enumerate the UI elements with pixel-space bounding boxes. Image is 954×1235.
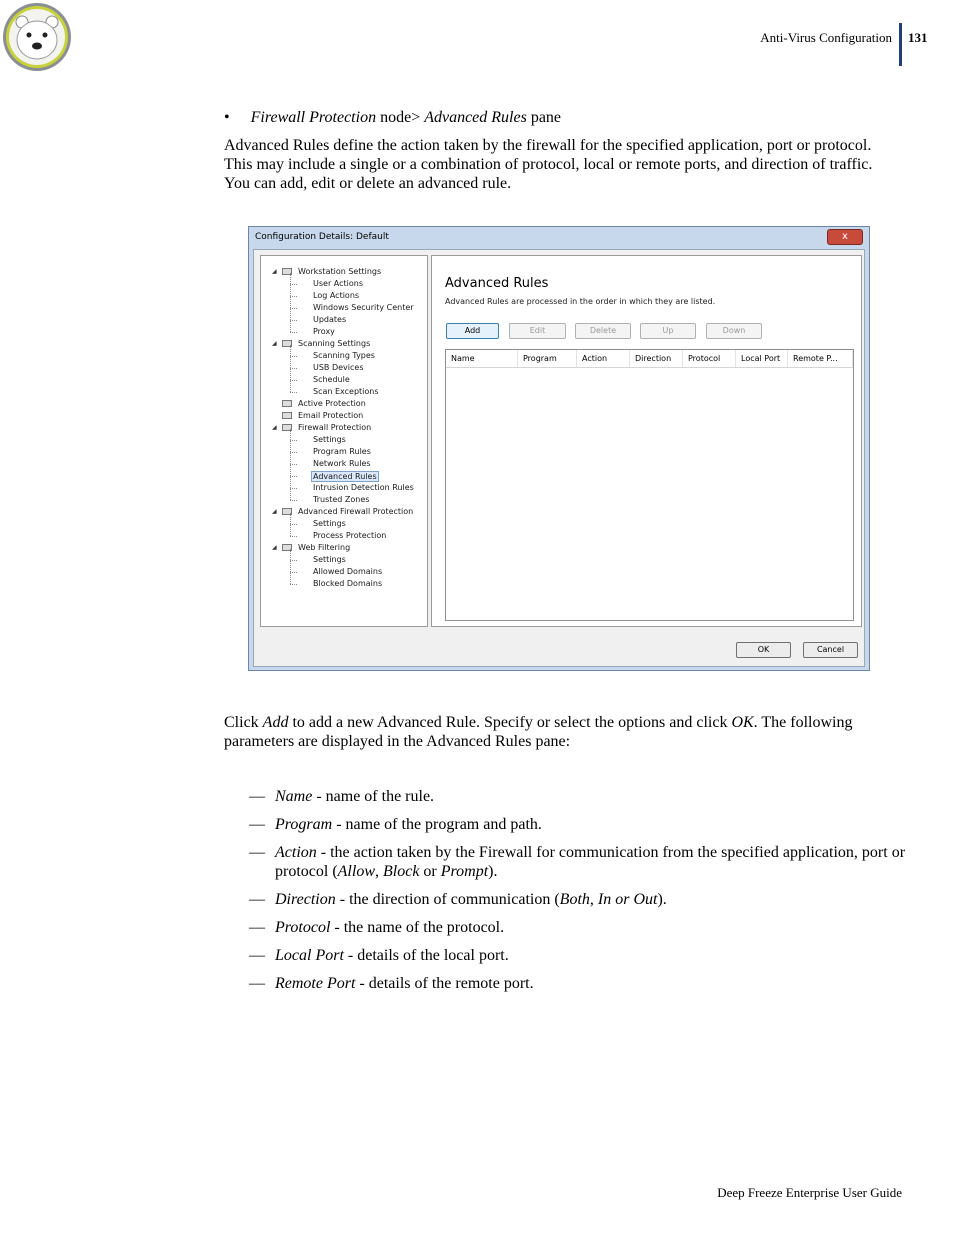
tree-connector <box>290 452 297 453</box>
tree-connector <box>290 572 297 573</box>
parameter-item <box>249 890 909 909</box>
para-term-ok: OK <box>731 714 754 731</box>
parameter-term: Remote Port <box>275 975 356 992</box>
cancel-button[interactable]: Cancel <box>803 642 858 658</box>
tree-item[interactable]: Process Protection <box>313 531 387 540</box>
tree-item[interactable]: Proxy <box>313 327 335 336</box>
click-add-paragraph <box>224 713 904 751</box>
tree-connector <box>290 573 291 584</box>
tree-item[interactable]: Scanning Types <box>313 351 375 360</box>
parameter-desc: - the action taken by the Firewall for communication from the specified application, port or protocol ( <box>275 844 906 880</box>
bullet-term-advanced-rules: Advanced Rules <box>424 109 527 126</box>
tree-connector <box>290 368 297 369</box>
tree-connector <box>290 297 291 308</box>
parameter-item <box>249 815 909 834</box>
tree-item[interactable]: Settings <box>313 555 346 564</box>
tree-connector <box>290 309 291 320</box>
tree-connector <box>290 308 297 309</box>
dash-marker: — <box>249 975 265 992</box>
parameter-desc: - details of the local port. <box>343 947 509 964</box>
tree-item[interactable]: Allowed Domains <box>313 567 383 576</box>
tree-connector <box>290 489 291 500</box>
ok-button[interactable]: OK <box>736 642 791 658</box>
parameter-desc: - the name of the protocol. <box>330 919 505 936</box>
close-button[interactable]: x <box>827 229 863 245</box>
expand-toggle-icon[interactable]: ◢ <box>272 340 277 347</box>
tree-connector <box>290 584 297 585</box>
parameter-list <box>249 787 909 1002</box>
add-button[interactable]: Add <box>446 323 499 339</box>
parameter-term: Action <box>275 844 317 861</box>
dialog-body <box>253 249 865 667</box>
tree-node[interactable]: Scanning Settings <box>298 339 371 348</box>
tree-connector <box>290 525 291 536</box>
tree-connector <box>290 513 291 524</box>
tree-item[interactable]: USB Devices <box>313 363 364 372</box>
parameter-item <box>249 787 909 806</box>
tree-connector <box>290 284 297 285</box>
tree-connector <box>290 392 297 393</box>
column-header[interactable]: Name <box>446 350 518 367</box>
parameter-term: Protocol <box>275 919 331 936</box>
down-button[interactable]: Down <box>706 323 762 339</box>
parameter-desc: - details of the remote port. <box>355 975 534 992</box>
tree-item[interactable]: Settings <box>313 519 346 528</box>
column-header[interactable]: Action <box>577 350 630 367</box>
tree-item[interactable]: User Actions <box>313 279 363 288</box>
tree-item[interactable]: Schedule <box>313 375 350 384</box>
tree-connector <box>290 429 291 440</box>
pane-title: Advanced Rules <box>445 276 549 291</box>
shield-icon <box>282 400 292 407</box>
tree-connector <box>290 380 297 381</box>
dialog-title: Configuration Details: Default <box>255 232 389 242</box>
intro-bullet <box>224 108 561 127</box>
para-term-add: Add <box>262 714 289 731</box>
para-text-1: Click <box>224 714 263 731</box>
tree-connector <box>290 560 297 561</box>
dash-marker: — <box>249 919 265 936</box>
parameter-item <box>249 946 909 965</box>
header-divider <box>899 23 902 66</box>
tree-item[interactable]: Scan Exceptions <box>313 387 379 396</box>
tree-connector <box>290 464 297 465</box>
up-button[interactable]: Up <box>640 323 696 339</box>
tree-connector <box>290 357 291 368</box>
tree-node[interactable]: Advanced Firewall Protection <box>298 507 414 516</box>
tree-connector <box>290 296 297 297</box>
para-text-2: to add a new Advanced Rule. Specify or select the options and click <box>288 714 732 731</box>
tree-connector <box>290 500 297 501</box>
tree-connector <box>290 273 291 284</box>
settings-tree[interactable] <box>260 255 428 627</box>
rules-table-header <box>446 350 853 368</box>
tree-connector <box>290 477 291 488</box>
tree-node[interactable]: Web Filtering <box>298 543 351 552</box>
tree-connector <box>290 441 291 452</box>
parameter-desc: - the direction of communication ( <box>335 891 560 908</box>
parameter-term: Direction <box>275 891 336 908</box>
tree-connector <box>290 320 297 321</box>
tree-connector <box>290 549 291 560</box>
edit-button[interactable]: Edit <box>509 323 566 339</box>
expand-toggle-icon[interactable]: ◢ <box>272 424 277 431</box>
rules-table[interactable] <box>445 349 854 621</box>
option-sep: or <box>419 863 441 880</box>
dash-marker: — <box>249 947 265 964</box>
tree-connector <box>290 488 297 489</box>
column-header[interactable]: Remote P... <box>788 350 853 367</box>
tree-connector <box>290 369 291 380</box>
tree-connector <box>290 524 297 525</box>
tree-connector <box>290 285 291 296</box>
parameter-desc: - name of the program and path. <box>332 816 542 833</box>
tree-item[interactable]: Settings <box>313 435 346 444</box>
bullet-text-end: pane <box>526 109 562 126</box>
tree-connector <box>290 321 291 332</box>
bullet-marker: • <box>224 109 230 126</box>
expand-toggle-icon[interactable]: ◢ <box>272 544 277 551</box>
header-title: Anti-Virus Configuration <box>760 30 892 45</box>
intro-paragraph: Advanced Rules define the action taken by the firewall for the specified application, port or protocol. This may include a single or a combination of protocol, local or remote ports, and direction of traffic. You can add, edit or delete an advanced rule. <box>224 137 873 192</box>
tree-item-selected[interactable]: Advanced Rules <box>313 472 377 481</box>
tree-connector <box>290 465 291 476</box>
option-term: Allow <box>337 863 375 880</box>
email-icon <box>282 412 292 419</box>
tree-item[interactable]: Trusted Zones <box>313 495 370 504</box>
tree-node[interactable]: Email Protection <box>298 411 364 420</box>
tree-connector <box>290 536 297 537</box>
option-sep: , <box>589 891 598 908</box>
parameter-item <box>249 843 909 881</box>
tree-item[interactable]: Log Actions <box>313 291 360 300</box>
tree-connector <box>290 440 297 441</box>
parameter-tail: ). <box>657 891 667 908</box>
option-term: Both <box>559 891 590 908</box>
option-term: Block <box>383 863 420 880</box>
parameter-term: Name <box>275 788 313 805</box>
pane-subtitle: Advanced Rules are processed in the order in which they are listed. <box>445 297 716 306</box>
tree-node[interactable]: Active Protection <box>298 399 366 408</box>
para-text-3: . The following parameters are displayed in the Advanced Rules pane: <box>224 714 853 750</box>
bullet-text: node> <box>376 109 425 126</box>
tree-item[interactable]: Intrusion Detection Rules <box>313 483 414 492</box>
dash-marker: — <box>249 844 265 861</box>
column-header[interactable]: Protocol <box>683 350 736 367</box>
parameter-term: Program <box>275 816 333 833</box>
parameter-term: Local Port <box>275 947 344 964</box>
tree-item[interactable]: Blocked Domains <box>313 579 383 588</box>
tree-connector <box>290 332 297 333</box>
parameter-item <box>249 918 909 937</box>
tree-node[interactable]: Workstation Settings <box>298 267 382 276</box>
tree-connector <box>290 561 291 572</box>
tree-connector <box>290 476 297 477</box>
expand-toggle-icon[interactable]: ◢ <box>272 508 277 515</box>
tree-connector <box>290 345 291 356</box>
tree-item[interactable]: Program Rules <box>313 447 371 456</box>
parameter-item <box>249 974 909 993</box>
parameter-tail: ). <box>488 863 498 880</box>
tree-item[interactable]: Network Rules <box>313 459 371 468</box>
expand-toggle-icon[interactable]: ◢ <box>272 268 277 275</box>
dash-marker: — <box>249 891 265 908</box>
dash-marker: — <box>249 788 265 805</box>
tree-item[interactable]: Updates <box>313 315 347 324</box>
column-header[interactable]: Program <box>518 350 577 367</box>
tree-connector <box>290 453 291 464</box>
advanced-rules-pane <box>431 255 862 627</box>
page-number: 131 <box>908 30 928 45</box>
deep-freeze-bear-logo <box>2 2 72 72</box>
bullet-term-firewall: Firewall Protection <box>250 109 377 126</box>
option-sep: , <box>375 863 383 880</box>
tree-connector <box>290 356 297 357</box>
delete-button[interactable]: Delete <box>575 323 631 339</box>
configuration-dialog <box>248 226 870 671</box>
dash-marker: — <box>249 816 265 833</box>
option-term: In or Out <box>597 891 658 908</box>
tree-node[interactable]: Firewall Protection <box>298 423 372 432</box>
tree-item[interactable]: Windows Security Center <box>313 303 414 312</box>
column-header[interactable]: Local Port <box>736 350 788 367</box>
column-header[interactable]: Direction <box>630 350 683 367</box>
footer-text: Deep Freeze Enterprise User Guide <box>717 1185 902 1200</box>
parameter-desc: - name of the rule. <box>312 788 435 805</box>
option-term: Prompt <box>440 863 489 880</box>
tree-connector <box>290 381 291 392</box>
